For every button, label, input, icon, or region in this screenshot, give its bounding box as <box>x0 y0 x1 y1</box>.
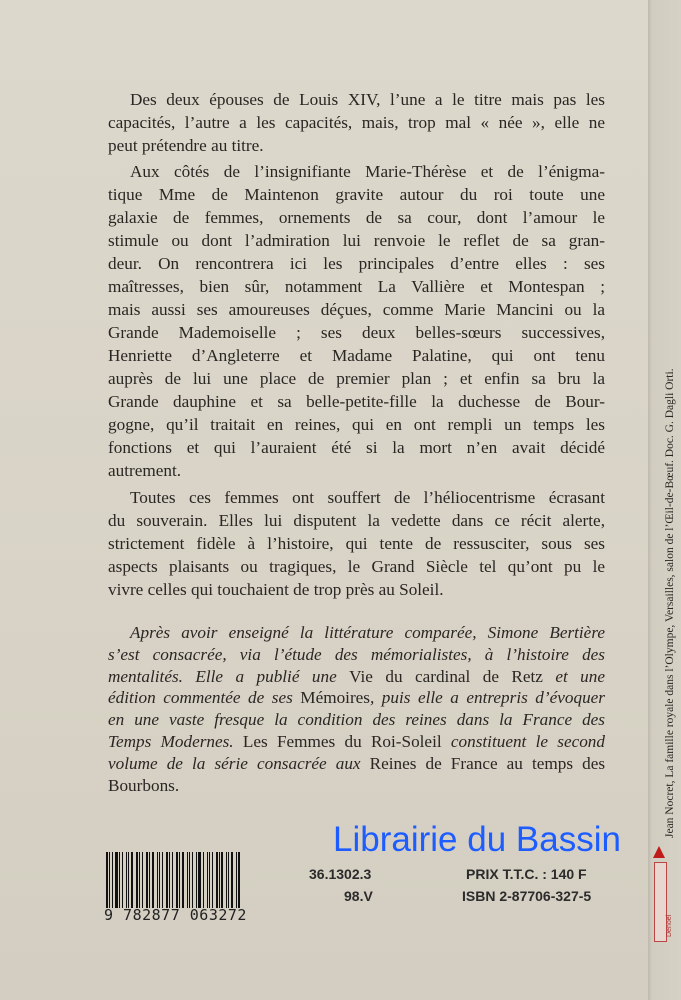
text-segment: aspects plaisants ou tragiques, le Grand Siècle tel qu’ont pu le <box>108 557 605 576</box>
text-segment: volume de la série consacrée aux <box>108 753 370 773</box>
barcode-bar <box>172 852 173 908</box>
text-line <box>108 687 605 709</box>
barcode-bar <box>219 852 220 908</box>
barcode-bar <box>106 852 108 908</box>
text-segment: constituent le second <box>441 731 605 751</box>
text-line <box>108 486 605 509</box>
barcode-bar <box>169 852 170 908</box>
barcode-bar <box>179 852 180 908</box>
text-line <box>108 532 605 555</box>
text-segment: deur. On rencontrera ici les principales d’entre elles : ses <box>108 254 605 273</box>
text-segment: Temps Modernes. <box>108 731 243 751</box>
blurb-paragraph-3 <box>108 486 605 601</box>
barcode-bar <box>203 852 204 908</box>
barcode-bar <box>112 852 113 908</box>
barcode-bar <box>166 852 168 908</box>
barcode-bar <box>122 852 124 908</box>
barcode-bar <box>142 852 143 908</box>
text-line <box>108 344 605 367</box>
text-line <box>108 229 605 252</box>
text-segment: Toutes ces femmes ont souffert de l’héliocentrisme écrasant <box>130 488 605 507</box>
barcode-bar <box>159 852 160 908</box>
barcode-digits: 9 782877 063272 <box>104 906 247 924</box>
barcode-bar <box>176 852 179 908</box>
barcode-bar <box>236 852 237 908</box>
title-reference: Reines de France au temps des <box>369 753 606 773</box>
barcode <box>106 852 242 908</box>
text-segment: mais aussi ses amoureuses déçues, comme Marie Mancini ou la <box>108 300 605 319</box>
barcode-bar <box>131 852 133 908</box>
publisher-logo-text: Denoël <box>666 914 673 937</box>
text-line <box>108 367 605 390</box>
text-line <box>108 111 605 134</box>
barcode-bar <box>126 852 127 908</box>
barcode-bar <box>212 852 213 908</box>
publisher-arrow-icon <box>653 846 665 858</box>
text-segment: Henriette d’Angleterre et Madame Palatine, qui ont tenu <box>108 346 605 365</box>
text-segment: mentalités. Elle a publié une <box>108 666 350 686</box>
text-segment: du souverain. Elles lui disputent la vedette dans ce récit alerte, <box>108 511 605 530</box>
text-line <box>108 252 605 275</box>
barcode-bar <box>209 852 210 908</box>
text-segment: en une vaste fresque la condition des reines dans la France des <box>108 710 605 730</box>
text-line <box>108 709 605 731</box>
barcode-bar <box>226 852 227 908</box>
text-line <box>108 666 605 688</box>
edition-code: 98.V <box>344 888 373 904</box>
text-segment: vivre celles qui touchaient de trop près au Soleil. <box>108 580 444 599</box>
barcode-bar <box>157 852 158 908</box>
text-segment: édition commentée de ses <box>108 688 301 708</box>
text-segment: Grande dauphine et sa belle-petite-fille la duchesse de Bour- <box>108 392 605 411</box>
text-line <box>108 160 605 183</box>
barcode-bar <box>196 852 197 908</box>
text-segment: gogne, qu’il traitait en reines, qui en ont rempli un temps les <box>108 415 605 434</box>
barcode-bar <box>152 852 155 908</box>
text-line <box>108 413 605 436</box>
text-line <box>108 555 605 578</box>
text-line <box>108 731 605 753</box>
barcode-bar <box>189 852 190 908</box>
text-segment: , puis elle a entrepris d’évoquer <box>370 688 605 708</box>
publisher-logo <box>654 862 673 942</box>
barcode-bar <box>109 852 110 908</box>
title-reference: Mémoires <box>300 688 370 708</box>
isbn: ISBN 2-87706-327-5 <box>462 888 592 904</box>
barcode-bar <box>146 852 148 908</box>
title-reference: Les Femmes du Roi-Soleil <box>242 731 442 751</box>
text-line <box>108 509 605 532</box>
text-line <box>108 275 605 298</box>
barcode-bar <box>115 852 118 908</box>
barcode-bar <box>187 852 188 908</box>
price: PRIX T.T.C. : 140 F <box>466 866 587 882</box>
text-line <box>108 321 605 344</box>
text-segment: Aux côtés de l’insignifiante Marie-Thérèse et de l’énigma- <box>130 162 605 181</box>
text-segment: auprès de lui une place de premier plan ; et enfin sa bru la <box>108 369 605 388</box>
text-line <box>108 206 605 229</box>
text-segment: Des deux épouses de Louis XIV, l’une a le titre mais pas les <box>130 90 605 109</box>
text-line <box>108 183 605 206</box>
barcode-bar <box>198 852 201 908</box>
text-segment: stimule ou dont l’admiration lui renvoie le reflet de sa gran- <box>108 231 605 250</box>
barcode-bar <box>231 852 234 908</box>
barcode-bar <box>192 852 194 908</box>
text-segment: Après avoir enseigné la littérature comparée, Simone Bertière <box>130 623 605 642</box>
cover-image-credit: Jean Nocret, La famille royale dans l’Olympe, Versailles, salon de l’Œil-de-Bœuf. Doc. G. Dagli Orti. <box>664 368 676 838</box>
title-reference: Bourbons. <box>108 775 180 795</box>
text-line <box>108 753 605 775</box>
text-segment: autrement. <box>108 461 182 480</box>
text-segment: strictement fidèle à l’histoire, qui tente de ressusciter, sous ses <box>108 534 605 553</box>
text-segment: capacités, l’autre a les capacités, mais, trop mal « née », elle ne <box>108 113 605 132</box>
barcode-bar <box>228 852 229 908</box>
barcode-bar <box>207 852 209 908</box>
blurb-paragraph-2 <box>108 160 605 482</box>
text-line <box>108 390 605 413</box>
text-line <box>108 644 605 666</box>
barcode-bar <box>162 852 164 908</box>
blurb-paragraph-1 <box>108 88 605 157</box>
barcode-bar <box>128 852 129 908</box>
text-line <box>108 436 605 459</box>
author-bio <box>108 622 605 796</box>
text-line <box>108 459 605 482</box>
text-segment: maîtresses, bien sûr, notamment La Vallière et Montespan ; <box>108 277 605 296</box>
barcode-bar <box>216 852 218 908</box>
text-line <box>108 134 605 157</box>
text-segment: et une <box>542 666 605 686</box>
text-segment: tique Mme de Maintenon gravite autour du roi toute une <box>108 185 605 204</box>
text-segment: s’est consacrée, via l’étude des mémorialistes, à l’histoire des <box>108 644 605 664</box>
title-reference: Vie du cardinal de Retz <box>349 666 543 686</box>
barcode-bar <box>136 852 139 908</box>
barcode-bar <box>182 852 184 908</box>
text-line <box>108 88 605 111</box>
barcode-bar <box>119 852 120 908</box>
barcode-bar <box>139 852 140 908</box>
text-segment: Grande Mademoiselle ; ses deux belles-sœurs successives, <box>108 323 605 342</box>
text-line <box>108 775 605 797</box>
reference-code: 36.1302.3 <box>309 866 372 882</box>
text-line <box>108 298 605 321</box>
barcode-bar <box>149 852 150 908</box>
text-segment: fonctions et qui l’auraient été si la mort n’en avait décidé <box>108 438 605 457</box>
text-line <box>108 578 605 601</box>
text-line <box>108 622 605 644</box>
bookshop-watermark: Librairie du Bassin <box>333 820 621 859</box>
barcode-bar <box>221 852 223 908</box>
text-segment: galaxie de femmes, ornements de sa cour, dont l’amour le <box>108 208 605 227</box>
barcode-bar <box>238 852 240 908</box>
text-segment: peut prétendre au titre. <box>108 136 264 155</box>
